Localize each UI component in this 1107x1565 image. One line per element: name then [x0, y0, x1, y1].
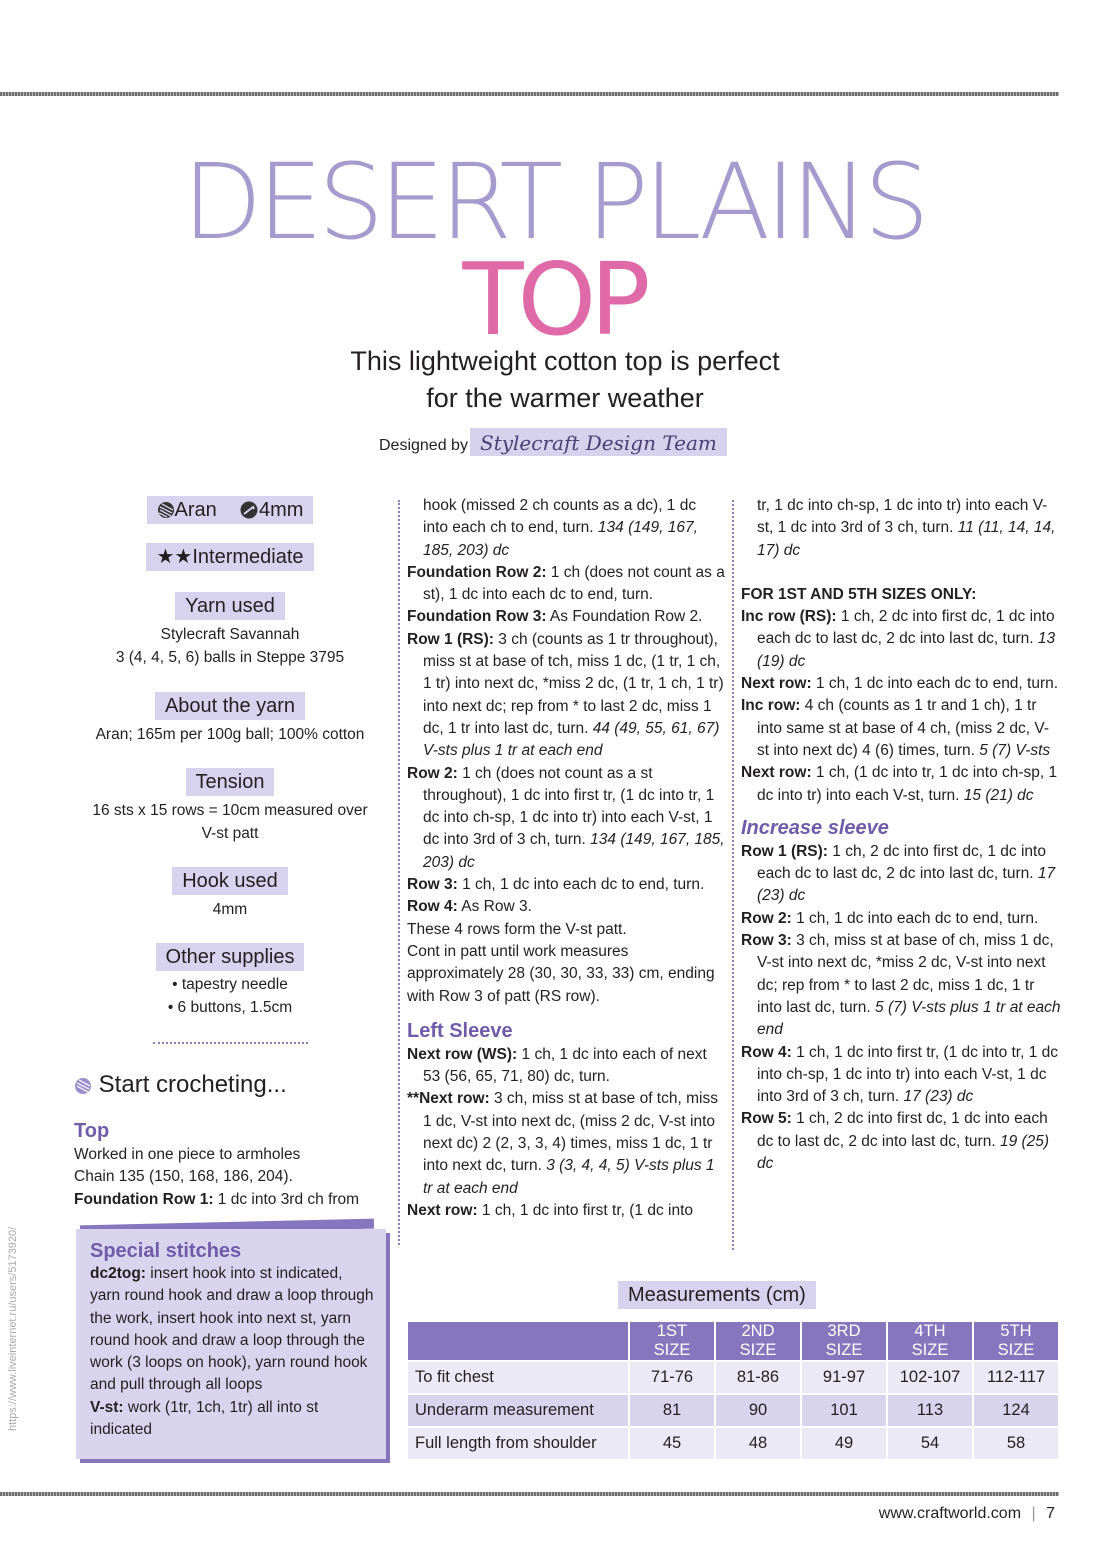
- subtitle-line-2: for the warmer weather: [426, 383, 704, 413]
- next-row-text: 1 ch, 1 dc into each of next 53 (56, 65, 71, 80) dc, turn.: [423, 1045, 707, 1086]
- star-icons: ★★: [156, 546, 193, 568]
- stitch-count: 134 (149, 167, 185, 203) dc: [423, 831, 725, 871]
- side-watermark: https://www.liveinternet.ru/users/5173920/: [7, 1226, 19, 1431]
- foundation-row-1-label: Foundation Row 1:: [74, 1190, 214, 1208]
- title-line-2: TOP: [462, 241, 645, 358]
- stitch-count: 5 (7) V-sts plus 1 tr at each end: [757, 998, 1061, 1039]
- row-3-label: Row 3:: [741, 932, 792, 950]
- title-line-1: DESERT PLAINS: [182, 141, 925, 263]
- top-section: [74, 1118, 384, 1211]
- top-heading: Top: [74, 1120, 110, 1142]
- table-cell: 90: [716, 1395, 800, 1426]
- supply-item: • tapestry needle: [172, 976, 288, 993]
- row-5-text: 1 ch, 2 dc into first dc, 1 dc into each dc to last dc, 2 dc into last dc, turn.: [757, 1110, 1048, 1150]
- subtitle-line-1: This lightweight cotton top is perfect: [350, 346, 780, 376]
- table-cell: 124: [974, 1395, 1058, 1426]
- next-row-text: 1 ch, 1 dc into first tr, (1 dc into: [477, 1201, 693, 1219]
- footer: www.craftworld.com | 7: [878, 1505, 1055, 1522]
- about-yarn-heading: About the yarn: [155, 692, 305, 720]
- stitch-count: 19 (25) dc: [757, 1132, 1050, 1173]
- table-cell: 45: [630, 1428, 714, 1459]
- column-divider: [398, 500, 400, 1245]
- subtitle: [0, 343, 1107, 417]
- row-2-label: Row 2:: [407, 764, 458, 782]
- inc-row-text: 1 ch, 2 dc into first dc, 1 dc into each dc to last dc, 2 dc into last dc, turn.: [757, 608, 1055, 648]
- table-row: [408, 1362, 1058, 1393]
- continued-text: tr, 1 dc into ch-sp, 1 dc into tr) into each V-st, 1 dc into 3rd of 3 ch, turn.: [757, 497, 1048, 537]
- row-label: To fit chest: [408, 1362, 628, 1393]
- top-rule: [0, 92, 1059, 96]
- table-header-row: [408, 1322, 1058, 1360]
- start-crocheting-text: Start crocheting...: [98, 1071, 287, 1098]
- row-1-text: 3 ch (counts as 1 tr throughout), miss st at base of tch, miss 1 dc, (1 tr, 1 ch, 1 tr) into next dc, *miss 2 dc, (1 tr, 1 ch, 1 tr) into next dc; rep from * to last 2 dc, miss 1 dc, 1 tr into last dc, turn.: [423, 630, 724, 737]
- next-row-label: **Next row:: [407, 1090, 490, 1108]
- measurements-heading: Measurements (cm): [618, 1281, 816, 1309]
- column-header: 2ND SIZE: [716, 1322, 800, 1360]
- table-cell: 102-107: [888, 1362, 972, 1393]
- sidebar: [70, 496, 390, 1019]
- pattern-note: Cont in patt until work measures approximately 28 (30, 30, 33, 33) cm, ending with Row 3 of patt (RS row).: [407, 942, 715, 1005]
- stitch-count: 134 (149, 167, 185, 203) dc: [423, 519, 698, 559]
- stitch-count: 17 (23) dc: [903, 1088, 974, 1106]
- hook-used-text: 4mm: [212, 901, 248, 918]
- row-label: Full length from shoulder: [408, 1428, 628, 1459]
- tension-heading: Tension: [186, 768, 275, 796]
- skill-level: Intermediate: [192, 546, 304, 568]
- table-cell: 112-117: [974, 1362, 1058, 1393]
- yarn-ball-icon: [74, 1077, 92, 1095]
- about-yarn-text: Aran; 165m per 100g ball; 100% cotton: [95, 726, 365, 743]
- table-cell: 58: [974, 1428, 1058, 1459]
- next-row-text: 1 ch, 1 dc into each dc to end, turn.: [811, 675, 1059, 693]
- other-supplies-heading: Other supplies: [156, 943, 305, 971]
- stitch-count: 11 (11, 14, 14, 17) dc: [757, 519, 1056, 559]
- yarn-used-line-2: 3 (4, 4, 5, 6) balls in Steppe 3795: [115, 649, 345, 666]
- measurements-table: [406, 1320, 1060, 1461]
- page-number: 7: [1046, 1505, 1055, 1522]
- column-header: [408, 1322, 628, 1360]
- vst-text: work (1tr, 1ch, 1tr) all into st indicated: [90, 1398, 319, 1439]
- table-cell: 48: [716, 1428, 800, 1459]
- row-1-label: Row 1 (RS):: [407, 630, 494, 648]
- next-row-label: Next row:: [741, 764, 812, 782]
- supply-item: • 6 buttons, 1.5cm: [167, 999, 293, 1016]
- row-3-text: 3 ch, miss st at base of ch, miss 1 dc, V-st into next dc, *miss 2 dc, V-st into next dc; rep from * to last 2 dc, miss 1 dc, 1 tr into last dc, turn.: [757, 932, 1054, 1016]
- next-row-text: 3 ch, miss st at base of tch, miss 1 dc, V-st into next dc, (miss 2 dc, V-st into next dc) 2 (2, 3, 3, 4) times, miss 1 dc, 1 tr into next dc, turn.: [423, 1090, 718, 1175]
- table-cell: 101: [802, 1395, 886, 1426]
- row-4-label: Row 4:: [741, 1043, 792, 1061]
- inc-row-label: Inc row (RS):: [741, 608, 837, 626]
- table-cell: 49: [802, 1428, 886, 1459]
- continued-text: hook (missed 2 ch counts as a dc), 1 dc into each ch to end, turn.: [423, 497, 697, 537]
- stitch-count: 3 (3, 4, 4, 5) V-sts plus 1 tr at each end: [423, 1157, 715, 1197]
- yarn-ball-icon: [157, 501, 175, 519]
- stitch-count: 5 (7) V-sts: [979, 741, 1051, 759]
- start-crocheting-heading: [74, 1070, 287, 1100]
- designed-by-label: Designed by: [379, 437, 468, 454]
- tension-line-2: V-st patt: [201, 825, 259, 842]
- row-4-text: As Row 3.: [457, 898, 532, 916]
- foundation-row-1-text: 1 dc into 3rd ch from: [213, 1190, 360, 1208]
- next-row-label: Next row:: [407, 1201, 478, 1219]
- stitch-count: 44 (49, 55, 61, 67) V-sts plus 1 tr at each end: [423, 719, 720, 760]
- dc2tog-label: dc2tog:: [90, 1265, 146, 1282]
- stitch-count: 13 (19) dc: [757, 630, 1056, 670]
- stitch-count: 15 (21) dc: [963, 786, 1034, 804]
- yarn-used-heading: Yarn used: [175, 592, 285, 620]
- table-row: [408, 1428, 1058, 1459]
- column-2: [407, 495, 725, 1222]
- hook-icon: [239, 501, 259, 519]
- stitch-count: 17 (23) dc: [757, 865, 1056, 905]
- designer-signature: Stylecraft Design Team: [470, 428, 727, 456]
- yarn-used-line-1: Stylecraft Savannah: [160, 626, 300, 643]
- row-1-text: 1 ch, 2 dc into first dc, 1 dc into each dc to last dc, 2 dc into last dc, turn.: [757, 842, 1046, 883]
- dc2tog-text: insert hook into st indicated, yarn round hook and draw a loop through the work, insert hook into next st, yarn round hook and draw a loop through the work (3 loops on hook), yarn round hook and pull through all loops: [90, 1265, 374, 1394]
- next-row-label: Next row (WS):: [407, 1045, 518, 1063]
- increase-sleeve-heading: Increase sleeve: [741, 816, 889, 839]
- inc-row-text: 4 ch (counts as 1 tr and 1 ch), 1 tr into same st at base of 4 ch, (miss 2 dc, V-st into next dc) 4 (6) times, turn.: [757, 697, 1050, 759]
- row-2-label: Row 2:: [741, 909, 792, 927]
- column-header: 3RD SIZE: [802, 1322, 886, 1360]
- vst-label: V-st:: [90, 1398, 124, 1416]
- footer-url[interactable]: www.craftworld.com: [878, 1505, 1022, 1522]
- bottom-rule: [0, 1492, 1059, 1496]
- tension-line-1: 16 sts x 15 rows = 10cm measured over: [92, 802, 368, 819]
- skill-badge: [146, 543, 313, 571]
- inc-row-label: Inc row:: [741, 697, 801, 715]
- foundation-row-3-label: Foundation Row 3:: [407, 608, 547, 626]
- column-3: [741, 495, 1061, 1175]
- row-2-text: 1 ch (does not count as a st throughout), 1 dc into first tr, (1 dc into tr, 1 dc into ch-sp, 1 dc into tr) into each V-st, 1 dc into 3rd of 3 ch, turn.: [423, 764, 715, 849]
- table-row: [408, 1395, 1058, 1426]
- pattern-note: These 4 rows form the V-st patt.: [407, 920, 627, 938]
- foundation-row-3-text: As Foundation Row 2.: [546, 608, 703, 626]
- special-stitches-box: [76, 1229, 386, 1459]
- foundation-row-2-label: Foundation Row 2:: [407, 563, 547, 581]
- measurements-table-wrap: [406, 1320, 1060, 1461]
- hook-used-heading: Hook used: [172, 867, 288, 895]
- top-line: Worked in one piece to armholes: [74, 1146, 301, 1163]
- table-cell: 91-97: [802, 1362, 886, 1393]
- next-row-label: Next row:: [741, 675, 812, 693]
- next-row-text: 1 ch, (1 dc into tr, 1 dc into ch-sp, 1 dc into tr) into each V-st, turn.: [757, 764, 1058, 804]
- sizes-heading: FOR 1ST AND 5TH SIZES ONLY:: [741, 585, 977, 603]
- table-cell: 71-76: [630, 1362, 714, 1393]
- column-header: 4TH SIZE: [888, 1322, 972, 1360]
- row-4-label: Row 4:: [407, 898, 458, 916]
- foundation-row-2-text: 1 ch (does not count as a st), 1 dc into each dc to end, turn.: [423, 563, 725, 604]
- special-stitches-heading: Special stitches: [90, 1240, 242, 1262]
- yarn-weight: Aran: [174, 499, 217, 521]
- row-3-text: 1 ch, 1 dc into each dc to end, turn.: [457, 876, 705, 894]
- table-cell: 81: [630, 1395, 714, 1426]
- column-header: 5TH SIZE: [974, 1322, 1058, 1360]
- row-2-text: 1 ch, 1 dc into each dc to end, turn.: [791, 909, 1039, 927]
- row-label: Underarm measurement: [408, 1395, 628, 1426]
- table-cell: 113: [888, 1395, 972, 1426]
- top-line: Chain 135 (150, 168, 186, 204).: [74, 1168, 293, 1186]
- table-cell: 81-86: [716, 1362, 800, 1393]
- row-5-label: Row 5:: [741, 1110, 792, 1128]
- row-4-text: 1 ch, 1 dc into first tr, (1 dc into tr, 1 dc into ch-sp, 1 dc into tr) into each V-st, 1 dc into 3rd of 3 ch, turn.: [757, 1043, 1059, 1106]
- yarn-weight-badge: [147, 496, 314, 524]
- table-cell: 54: [888, 1428, 972, 1459]
- hook-size: 4mm: [259, 499, 304, 521]
- sidebar-divider: [153, 1042, 308, 1044]
- row-1-label: Row 1 (RS):: [741, 842, 828, 860]
- column-header: 1ST SIZE: [630, 1322, 714, 1360]
- left-sleeve-heading: Left Sleeve: [407, 1019, 513, 1042]
- column-divider: [732, 500, 734, 1250]
- row-3-label: Row 3:: [407, 876, 458, 894]
